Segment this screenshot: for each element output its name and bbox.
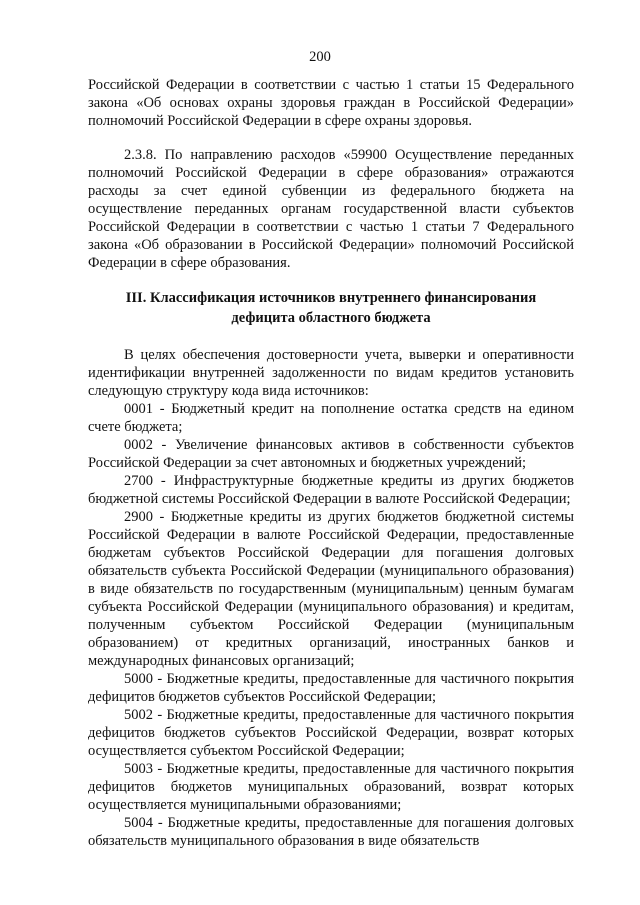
intro-paragraph: В целях обеспечения достоверности учета, выверки и оперативности идентификации внутренней задолженности по видам кредитов установить следующую структуру кода вида источников:	[88, 347, 574, 399]
code-item-2900: 2900 - Бюджетные кредиты из других бюджетов бюджетной системы Российской Федерации в валюте Российской Федерации, предоставленные бюджетам субъектов Российской Федерации для погашения долговых обязательств субъекта Российской Федерации (муниципального образования) в виде обязательств по государственным (муниципальным) ценным бумагам субъекта Российской Федерации (муниципального образования) и кредитам, полученным субъектом Российской Федерации (муниципальным образованием) от кредитных организаций, иностранных банков и международных финансовых организаций;	[88, 509, 574, 669]
code-item-2700: 2700 - Инфраструктурные бюджетные кредиты из других бюджетов бюджетной системы Российской Федерации в валюте Российской Федерации;	[88, 473, 574, 507]
code-item-5003: 5003 - Бюджетные кредиты, предоставленные для частичного покрытия дефицитов бюджетов муниципальных образований, возврат которых осуществляется муниципальными образованиями;	[88, 761, 574, 813]
document-body	[88, 76, 574, 850]
paragraph-2-3-8: 2.3.8. По направлению расходов «59900 Осуществление переданных полномочий Российской Федерации в сфере образования» отражаются расходы за счет единой субвенции из федерального бюджета на осуществление переданных органам государственной власти субъектов Российской Федерации в соответствии с частью 1 статьи 7 Федерального закона «Об образовании в Российской Федерации» полномочий Российской Федерации в сфере образования.	[88, 147, 574, 271]
section-heading-line-2: дефицита областного бюджета	[231, 310, 431, 326]
code-item-5004: 5004 - Бюджетные кредиты, предоставленные для погашения долговых обязательств муниципального образования в виде обязательств	[88, 815, 574, 849]
code-item-5002: 5002 - Бюджетные кредиты, предоставленные для частичного покрытия дефицитов бюджетов субъектов Российской Федерации, возврат которых осуществляется субъектом Российской Федерации;	[88, 707, 574, 759]
paragraph-continuation: Российской Федерации в соответствии с частью 1 статьи 15 Федерального закона «Об основах охраны здоровья граждан в Российской Федерации» полномочий Российской Федерации в сфере охраны здоровья.	[88, 77, 574, 129]
code-item-0001: 0001 - Бюджетный кредит на пополнение остатка средств на едином счете бюджета;	[88, 401, 574, 435]
section-heading-line-1: III. Классификация источников внутреннего финансирования	[125, 290, 537, 306]
page-number: 200	[309, 49, 331, 65]
section-heading	[88, 288, 574, 328]
code-item-5000: 5000 - Бюджетные кредиты, предоставленные для частичного покрытия дефицитов бюджетов субъектов Российской Федерации;	[88, 671, 574, 705]
code-item-0002: 0002 - Увеличение финансовых активов в собственности субъектов Российской Федерации за счет автономных и бюджетных учреждений;	[88, 437, 574, 471]
